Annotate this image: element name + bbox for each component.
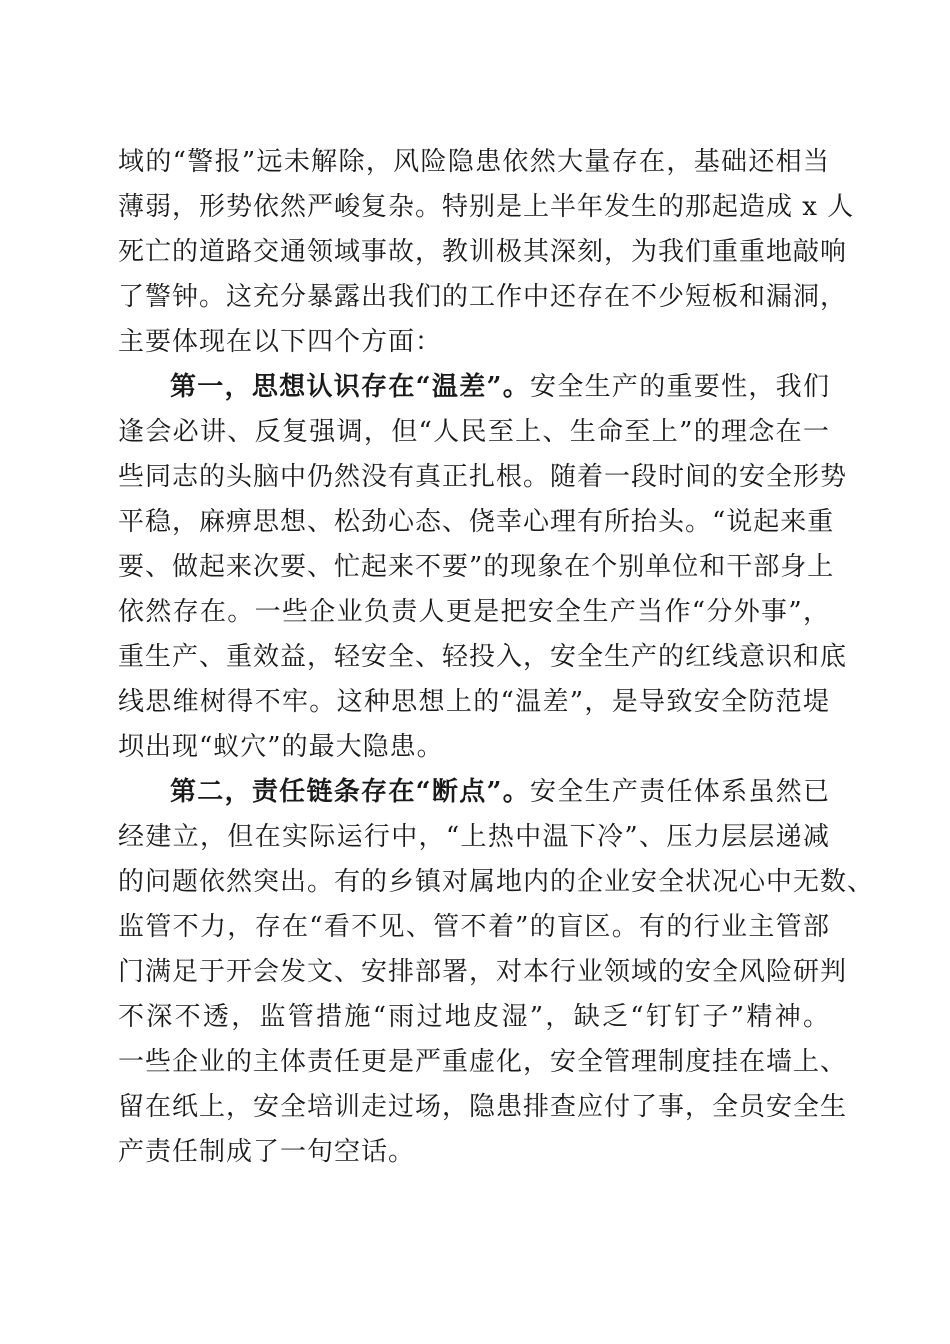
text-line: 主要体现在以下四个方面： <box>118 327 443 357</box>
text-line: 些同志的头脑中仍然没有真正扎根。随着一段时间的安全形势 <box>118 462 848 492</box>
text-line: 门满足于开会发文、安排部署，对本行业领域的安全风险研判 <box>118 957 848 987</box>
text-line: 域的“警报”远未解除，风险隐患依然大量存在，基础还相当 <box>118 147 830 177</box>
text-line: 要、做起来次要、忙起来不要”的现象在个别单位和干部身上 <box>118 552 835 582</box>
text-line: 薄弱，形势依然严峻复杂。特别是上半年发生的那起造成 x 人 <box>118 192 855 222</box>
text-line <box>118 770 830 815</box>
text-line: 逢会必讲、反复强调，但“人民至上、生命至上”的理念在一 <box>118 417 830 447</box>
text-line: 监管不力，存在“看不见、管不着”的盲区。有的行业主管部 <box>118 912 830 942</box>
text-line: 坝出现“蚁穴”的最大隐患。 <box>118 732 444 762</box>
document-body <box>118 140 875 1175</box>
section-heading: 第二，责任链条存在“断点”。 <box>170 777 531 807</box>
text-line: 经建立，但在实际运行中，“上热中温下冷”、压力层层递减 <box>118 822 830 852</box>
text-line: 了警钟。这充分暴露出我们的工作中还存在不少短板和漏洞， <box>118 282 848 312</box>
text-line: 依然存在。一些企业负责人更是把安全生产当作“分外事”， <box>118 597 830 627</box>
section-heading: 第一，思想认识存在“温差”。 <box>170 372 531 402</box>
text-line: 死亡的道路交通领域事故，教训极其深刻，为我们重重地敲响 <box>118 237 848 267</box>
paragraph-intro <box>118 140 855 365</box>
text-fragment: 安全生产的重要性，我们 <box>530 372 830 402</box>
paragraph-one <box>118 365 848 770</box>
text-line: 留在纸上，安全培训走过场，隐患排查应付了事，全员安全生 <box>118 1092 848 1122</box>
text-line: 平稳，麻痹思想、松劲心态、侥幸心理有所抬头。“说起来重 <box>118 507 835 537</box>
text-line: 不深不透，监管措施“雨过地皮湿”，缺乏“钉钉子”精神。 <box>118 1002 830 1032</box>
paragraph-two <box>118 770 875 1175</box>
text-fragment: 安全生产责任体系虽然已 <box>530 777 830 807</box>
text-line: 重生产、重效益，轻安全、轻投入，安全生产的红线意识和底 <box>118 642 848 672</box>
text-line: 线思维树得不牢。这种思想上的“温差”，是导致安全防范堤 <box>118 687 830 717</box>
text-line: 的问题依然突出。有的乡镇对属地内的企业安全状况心中无数、 <box>118 867 875 897</box>
text-line <box>118 365 830 410</box>
text-line: 一些企业的主体责任更是严重虚化，安全管理制度挂在墙上、 <box>118 1047 848 1077</box>
text-line: 产责任制成了一句空话。 <box>118 1137 416 1167</box>
